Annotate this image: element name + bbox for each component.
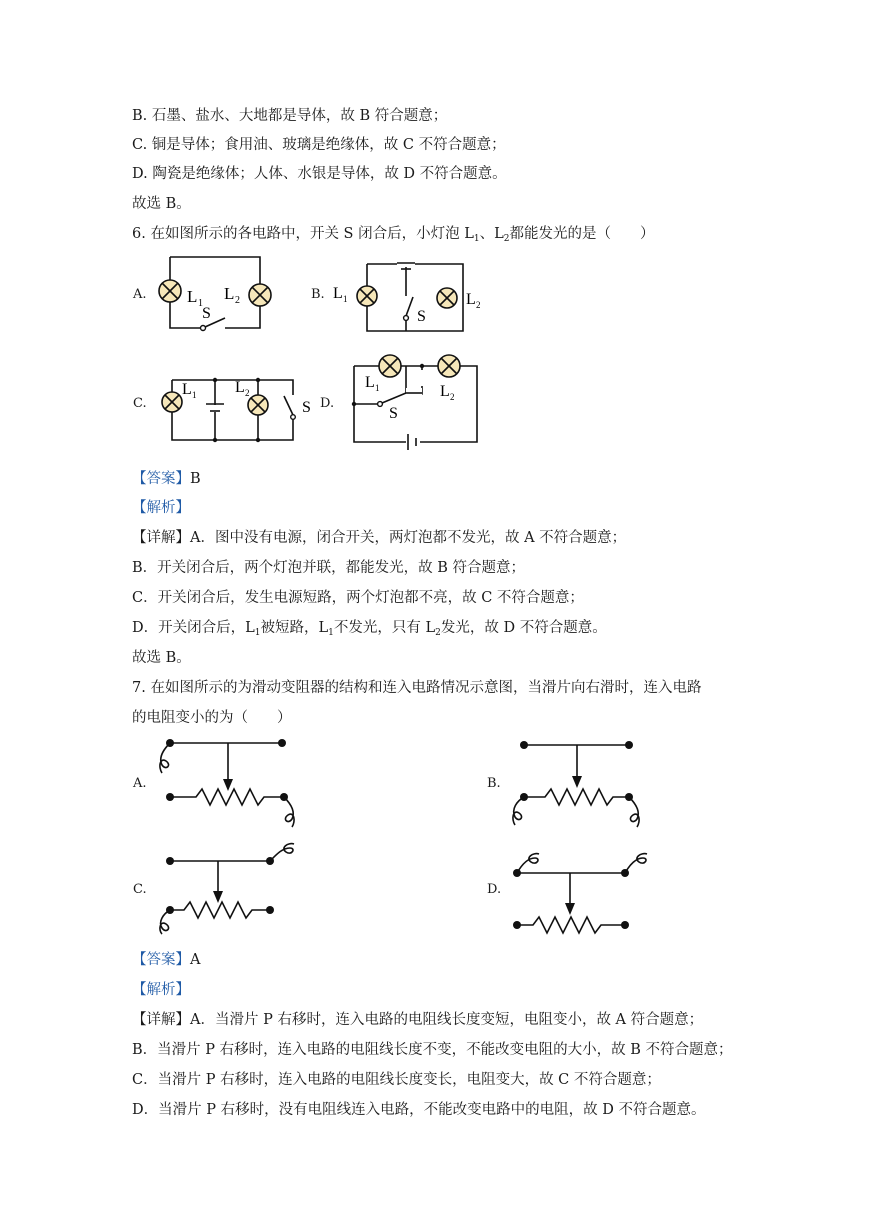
detail-line: C．开关闭合后，发生电源短路，两个灯泡都不亮，故 C 不符合题意； <box>132 590 584 606</box>
svg-text:L: L <box>333 285 343 302</box>
option-c-label: C. <box>133 882 147 897</box>
rheostat-diagram-d <box>505 840 665 940</box>
svg-text:S: S <box>302 399 311 416</box>
detail-line: B．开关闭合后，两个灯泡并联，都能发光，故 B 符合题意； <box>132 560 526 576</box>
circuit-diagram-d <box>340 350 480 460</box>
detail-line: B．当滑片 P 右移时，连入电路的电阻线长度不变，不能改变电阻的大小，故 B 不符合题意； <box>132 1042 733 1058</box>
svg-text:S: S <box>202 305 211 322</box>
answer-line: 【答案】B <box>132 471 201 487</box>
detail-line: 【详解】A．图中没有电源，闭合开关，两灯泡都不发光，故 A 不符合题意； <box>132 530 627 546</box>
text-line: D. 陶瓷是绝缘体；人体、水银是导体，故 D 不符合题意。 <box>132 166 507 182</box>
question-7-stem: 的电阻变小的为（ ） <box>132 710 292 726</box>
question-7-stem: 7. 在如图所示的为滑动变阻器的结构和连入电路情况示意图，当滑片向右滑时，连入电路 <box>132 680 702 696</box>
answer-line: 【答案】A <box>132 952 201 968</box>
svg-text:2: 2 <box>235 295 240 306</box>
svg-text:L: L <box>224 284 235 303</box>
svg-text:L: L <box>440 383 450 400</box>
bulb-icon <box>437 288 457 308</box>
rheostat-diagram-c <box>150 840 310 940</box>
svg-text:2: 2 <box>450 392 455 402</box>
text-line: C. 铜是导体；食用油、玻璃是绝缘体，故 C 不符合题意； <box>132 137 506 153</box>
bulb-icon <box>249 284 271 306</box>
svg-text:S: S <box>389 405 398 422</box>
bulb-icon <box>248 395 268 415</box>
rheostat-diagram-b <box>505 735 665 835</box>
option-d-label: D. <box>487 882 502 897</box>
option-d-label: D. <box>320 396 335 411</box>
svg-text:L: L <box>466 291 476 308</box>
circuit-diagram-b <box>333 254 488 339</box>
svg-text:L: L <box>187 287 198 306</box>
svg-text:1: 1 <box>198 298 203 309</box>
option-a-label: A. <box>133 776 147 791</box>
option-a-label: A. <box>133 287 147 302</box>
bulb-icon <box>379 355 401 377</box>
svg-text:L: L <box>235 379 245 396</box>
option-b-label: B. <box>487 776 501 791</box>
text-line: B. 石墨、盐水、大地都是导体，故 B 符合题意； <box>132 108 448 124</box>
svg-text:1: 1 <box>375 383 380 393</box>
bulb-icon <box>357 286 377 306</box>
svg-text:2: 2 <box>476 300 481 310</box>
svg-text:L: L <box>182 381 192 398</box>
detail-line: 【详解】A．当滑片 P 右移时，连入电路的电阻线长度变短，电阻变小，故 A 符合题意； <box>132 1012 704 1028</box>
circuit-diagram-c <box>150 360 315 450</box>
bulb-icon <box>159 280 181 302</box>
svg-text:1: 1 <box>343 294 348 304</box>
bulb-icon <box>438 355 460 377</box>
svg-text:L: L <box>365 374 375 391</box>
text-line: 故选 B。 <box>132 196 191 212</box>
rheostat-diagram-a <box>150 735 310 835</box>
option-c-label: C. <box>133 396 147 411</box>
svg-text:2: 2 <box>245 388 250 398</box>
detail-line: D．开关闭合后，$L_1$被短路，$L_1$不发光，只有 $L_2$发光，故 D 不符合题意。 <box>132 620 607 638</box>
bulb-icon <box>162 392 182 412</box>
svg-text:S: S <box>417 308 426 325</box>
detail-line: D．当滑片 P 右移时，没有电阻线连入电路，不能改变电路中的电阻，故 D 不符合题意。 <box>132 1102 706 1118</box>
circuit-diagram-a <box>150 250 280 340</box>
svg-text:1: 1 <box>192 390 197 400</box>
detail-line: C．当滑片 P 右移时，连入电路的电阻线长度变长，电阻变大，故 C 不符合题意； <box>132 1072 661 1088</box>
question-6-stem: 6. 在如图所示的各电路中，开关 S 闭合后，小灯泡 $L_1$、$L_2$都能发光的是（ ） <box>132 226 655 244</box>
option-b-label: B. <box>311 287 325 302</box>
analysis-tag: 【解析】 <box>132 500 190 516</box>
analysis-tag: 【解析】 <box>132 982 190 998</box>
text-line: 故选 B。 <box>132 650 191 666</box>
